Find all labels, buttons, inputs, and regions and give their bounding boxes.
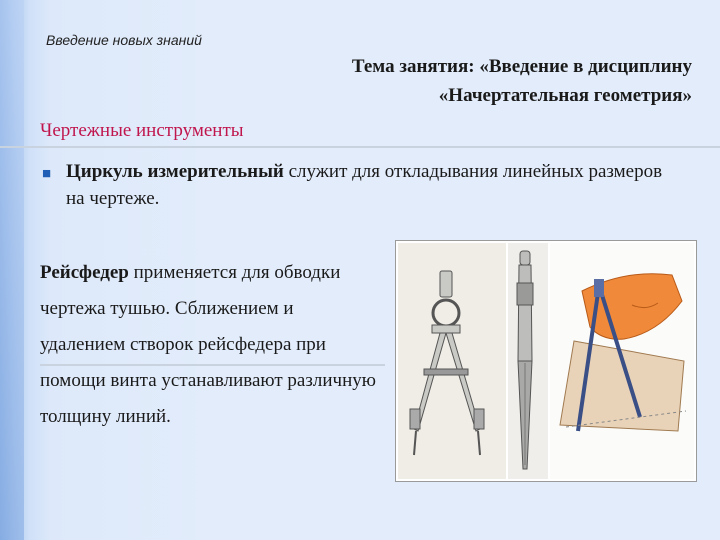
bullet-item	[42, 158, 682, 212]
heading-divider	[0, 146, 720, 148]
section-heading: Чертежные инструменты	[40, 120, 244, 141]
bullet-text	[66, 158, 682, 212]
bullet-rest-text: служит для откладывания линейных размеров на чертеже.	[66, 161, 663, 209]
bullet-bold-term: Циркуль измерительный	[66, 161, 284, 182]
topic-title	[222, 52, 692, 110]
instruments-illustration	[395, 240, 697, 482]
topic-line-2: «Начертательная геометрия»	[438, 85, 692, 106]
paragraph-rest-text: применяется для обводки чертежа тушью. Сближением и удалением створок рейсфедера при помощи винта устанавливают различную толщину линий.	[40, 262, 376, 427]
decorative-left-band	[0, 0, 24, 540]
paragraph-bold-term: Рейсфедер	[40, 262, 129, 283]
instruments-svg	[396, 241, 696, 481]
slide-subtitle: Введение новых знаний	[46, 32, 202, 48]
bullet-square-icon: ■	[42, 166, 52, 182]
ruling-pen-paragraph	[40, 255, 380, 435]
topic-line-1: Тема занятия: «Введение в дисциплину	[351, 56, 692, 77]
